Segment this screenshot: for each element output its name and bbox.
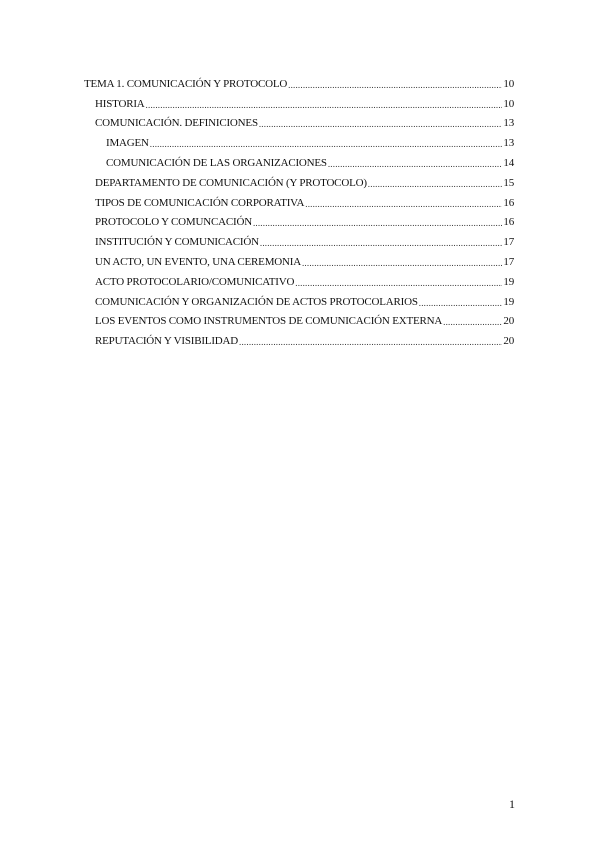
dot-leader xyxy=(305,199,502,210)
toc-entry-page: 17 xyxy=(503,236,514,249)
toc-entry-title: INSTITUCIÓN Y COMUNICACIÓN xyxy=(95,236,259,249)
table-of-contents xyxy=(84,71,514,348)
toc-entry-page: 16 xyxy=(503,196,514,209)
dot-leader xyxy=(239,337,502,348)
toc-entry[interactable] xyxy=(84,249,514,269)
dot-leader xyxy=(150,139,503,150)
toc-entry[interactable] xyxy=(84,289,514,309)
toc-entry[interactable] xyxy=(84,71,514,91)
toc-entry[interactable] xyxy=(84,328,514,348)
toc-entry[interactable] xyxy=(84,150,514,170)
page-number: 1 xyxy=(509,797,515,811)
toc-entry-title: HISTORIA xyxy=(95,97,145,110)
toc-entry-title: LOS EVENTOS COMO INSTRUMENTOS DE COMUNICACIÓN EXTERNA xyxy=(95,315,443,328)
toc-entry-page: 19 xyxy=(503,275,514,288)
toc-entry[interactable] xyxy=(84,269,514,289)
toc-entry-title: REPUTACIÓN Y VISIBILIDAD xyxy=(95,335,239,348)
toc-entry[interactable] xyxy=(84,229,514,249)
dot-leader xyxy=(260,238,503,249)
toc-entry-page: 13 xyxy=(503,137,514,150)
dot-leader xyxy=(368,179,503,190)
toc-entry[interactable] xyxy=(84,210,514,230)
toc-entry[interactable] xyxy=(84,91,514,111)
toc-entry-title: TIPOS DE COMUNICACIÓN CORPORATIVA xyxy=(95,196,305,209)
toc-entry-title: UN ACTO, UN EVENTO, UNA CEREMONIA xyxy=(95,255,301,268)
dot-leader xyxy=(288,80,502,91)
dot-leader xyxy=(146,100,503,111)
toc-entry-page: 16 xyxy=(503,216,514,229)
dot-leader xyxy=(259,119,503,130)
toc-entry-page: 10 xyxy=(503,97,514,110)
toc-entry-page: 17 xyxy=(503,255,514,268)
toc-entry-title: TEMA 1. COMUNICACIÓN Y PROTOCOLO xyxy=(84,77,288,90)
toc-entry[interactable] xyxy=(84,309,514,329)
dot-leader xyxy=(419,298,503,309)
toc-entry[interactable] xyxy=(84,111,514,131)
toc-entry-page: 13 xyxy=(503,117,514,130)
toc-entry[interactable] xyxy=(84,130,514,150)
toc-entry[interactable] xyxy=(84,190,514,210)
toc-entry-title: PROTOCOLO Y COMUNCACIÓN xyxy=(95,216,252,229)
toc-entry[interactable] xyxy=(84,170,514,190)
toc-entry-page: 19 xyxy=(503,295,514,308)
toc-entry-title: COMUNICACIÓN Y ORGANIZACIÓN DE ACTOS PROTOCOLARIOS xyxy=(95,295,418,308)
toc-entry-page: 15 xyxy=(503,176,514,189)
dot-leader xyxy=(443,317,502,328)
toc-entry-page: 14 xyxy=(503,156,514,169)
toc-entry-page: 20 xyxy=(503,315,514,328)
dot-leader xyxy=(253,218,502,229)
toc-entry-page: 10 xyxy=(503,77,514,90)
toc-entry-page: 20 xyxy=(503,335,514,348)
dot-leader xyxy=(295,278,502,289)
dot-leader xyxy=(302,258,502,269)
toc-entry-title: IMAGEN xyxy=(106,137,149,150)
toc-entry-title: ACTO PROTOCOLARIO/COMUNICATIVO xyxy=(95,275,295,288)
dot-leader xyxy=(328,159,503,170)
toc-entry-title: COMUNICACIÓN. DEFINICIONES xyxy=(95,117,258,130)
toc-entry-title: COMUNICACIÓN DE LAS ORGANIZACIONES xyxy=(106,156,327,169)
toc-entry-title: DEPARTAMENTO DE COMUNICACIÓN (Y PROTOCOLO) xyxy=(95,176,367,189)
